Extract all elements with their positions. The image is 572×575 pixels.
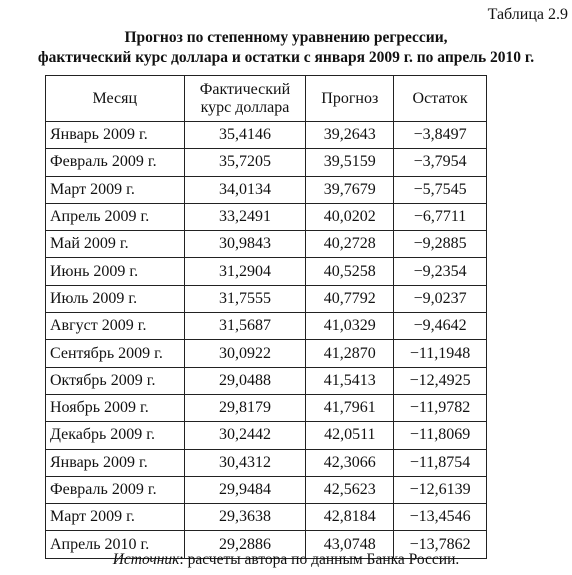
cell-actual-rate: 30,2442 bbox=[184, 422, 306, 449]
table-row bbox=[46, 422, 487, 449]
cell-residual: −9,2885 bbox=[394, 231, 487, 258]
cell-actual-rate: 29,0488 bbox=[184, 367, 306, 394]
cell-actual-rate: 31,7555 bbox=[184, 285, 306, 312]
cell-residual: −13,4546 bbox=[394, 504, 487, 531]
cell-actual-rate: 33,2491 bbox=[184, 203, 306, 230]
table-row bbox=[46, 122, 487, 149]
table-title-line-1: Прогноз по степенному уравнению регрессии, bbox=[124, 29, 448, 46]
table-row bbox=[46, 313, 487, 340]
cell-actual-rate: 29,2886 bbox=[184, 531, 306, 558]
cell-residual: −9,4642 bbox=[394, 313, 487, 340]
cell-residual: −5,7545 bbox=[394, 176, 487, 203]
cell-month: Декабрь 2009 г. bbox=[46, 422, 185, 449]
table-number: Таблица 2.9 bbox=[487, 6, 568, 23]
cell-forecast: 41,5413 bbox=[306, 367, 394, 394]
table-row bbox=[46, 203, 487, 230]
cell-month: Октябрь 2009 г. bbox=[46, 367, 185, 394]
cell-forecast: 41,7961 bbox=[306, 394, 394, 421]
cell-residual: −9,0237 bbox=[394, 285, 487, 312]
cell-actual-rate: 29,9484 bbox=[184, 476, 306, 503]
cell-forecast: 42,3066 bbox=[306, 449, 394, 476]
source-label: Источник bbox=[112, 551, 180, 568]
cell-residual: −3,8497 bbox=[394, 122, 487, 149]
source-note bbox=[0, 551, 572, 569]
cell-residual: −13,7862 bbox=[394, 531, 487, 558]
cell-month: Июль 2009 г. bbox=[46, 285, 185, 312]
cell-residual: −11,8754 bbox=[394, 449, 487, 476]
cell-forecast: 40,7792 bbox=[306, 285, 394, 312]
header-actual-rate: Фактический курс доллара bbox=[184, 76, 306, 122]
cell-month: Февраль 2009 г. bbox=[46, 476, 185, 503]
cell-month: Март 2009 г. bbox=[46, 504, 185, 531]
cell-month: Февраль 2009 г. bbox=[46, 149, 185, 176]
cell-residual: −12,4925 bbox=[394, 367, 487, 394]
cell-forecast: 41,2870 bbox=[306, 340, 394, 367]
cell-actual-rate: 30,0922 bbox=[184, 340, 306, 367]
cell-residual: −9,2354 bbox=[394, 258, 487, 285]
cell-residual: −12,6139 bbox=[394, 476, 487, 503]
table-row bbox=[46, 476, 487, 503]
data-table bbox=[45, 75, 487, 559]
cell-forecast: 42,5623 bbox=[306, 476, 394, 503]
cell-actual-rate: 30,4312 bbox=[184, 449, 306, 476]
table-row bbox=[46, 340, 487, 367]
cell-forecast: 41,0329 bbox=[306, 313, 394, 340]
table-row bbox=[46, 149, 487, 176]
table-title-line-2: фактический курс доллара и остатки с января 2009 г. по апрель 2010 г. bbox=[37, 49, 535, 66]
cell-month: Март 2009 г. bbox=[46, 176, 185, 203]
cell-residual: −6,7711 bbox=[394, 203, 487, 230]
cell-forecast: 40,2728 bbox=[306, 231, 394, 258]
cell-forecast: 42,0511 bbox=[306, 422, 394, 449]
cell-actual-rate: 31,5687 bbox=[184, 313, 306, 340]
cell-forecast: 39,7679 bbox=[306, 176, 394, 203]
cell-forecast: 39,2643 bbox=[306, 122, 394, 149]
cell-month: Апрель 2010 г. bbox=[46, 531, 185, 558]
cell-actual-rate: 35,7205 bbox=[184, 149, 306, 176]
cell-forecast: 42,8184 bbox=[306, 504, 394, 531]
cell-residual: −3,7954 bbox=[394, 149, 487, 176]
table-row bbox=[46, 285, 487, 312]
header-residual: Остаток bbox=[394, 76, 487, 122]
cell-forecast: 40,0202 bbox=[306, 203, 394, 230]
cell-actual-rate: 30,9843 bbox=[184, 231, 306, 258]
table-row bbox=[46, 258, 487, 285]
table-row bbox=[46, 367, 487, 394]
cell-forecast: 40,5258 bbox=[306, 258, 394, 285]
cell-month: Июнь 2009 г. bbox=[46, 258, 185, 285]
table-row bbox=[46, 394, 487, 421]
source-text: : расчеты автора по данным Банка России. bbox=[179, 551, 460, 568]
cell-actual-rate: 29,8179 bbox=[184, 394, 306, 421]
cell-month: Август 2009 г. bbox=[46, 313, 185, 340]
cell-month: Январь 2009 г. bbox=[46, 122, 185, 149]
cell-residual: −11,1948 bbox=[394, 340, 487, 367]
cell-month: Апрель 2009 г. bbox=[46, 203, 185, 230]
cell-month: Ноябрь 2009 г. bbox=[46, 394, 185, 421]
header-month: Месяц bbox=[46, 76, 185, 122]
table-row bbox=[46, 449, 487, 476]
header-forecast: Прогноз bbox=[306, 76, 394, 122]
cell-actual-rate: 34,0134 bbox=[184, 176, 306, 203]
cell-forecast: 43,0748 bbox=[306, 531, 394, 558]
cell-month: Январь 2009 г. bbox=[46, 449, 185, 476]
cell-actual-rate: 35,4146 bbox=[184, 122, 306, 149]
cell-actual-rate: 31,2904 bbox=[184, 258, 306, 285]
cell-month: Май 2009 г. bbox=[46, 231, 185, 258]
cell-residual: −11,8069 bbox=[394, 422, 487, 449]
table-body bbox=[46, 122, 487, 559]
cell-residual: −11,9782 bbox=[394, 394, 487, 421]
table-row bbox=[46, 231, 487, 258]
cell-actual-rate: 29,3638 bbox=[184, 504, 306, 531]
table-row bbox=[46, 176, 487, 203]
cell-month: Сентябрь 2009 г. bbox=[46, 340, 185, 367]
table-row bbox=[46, 504, 487, 531]
header-row bbox=[46, 76, 487, 122]
cell-forecast: 39,5159 bbox=[306, 149, 394, 176]
